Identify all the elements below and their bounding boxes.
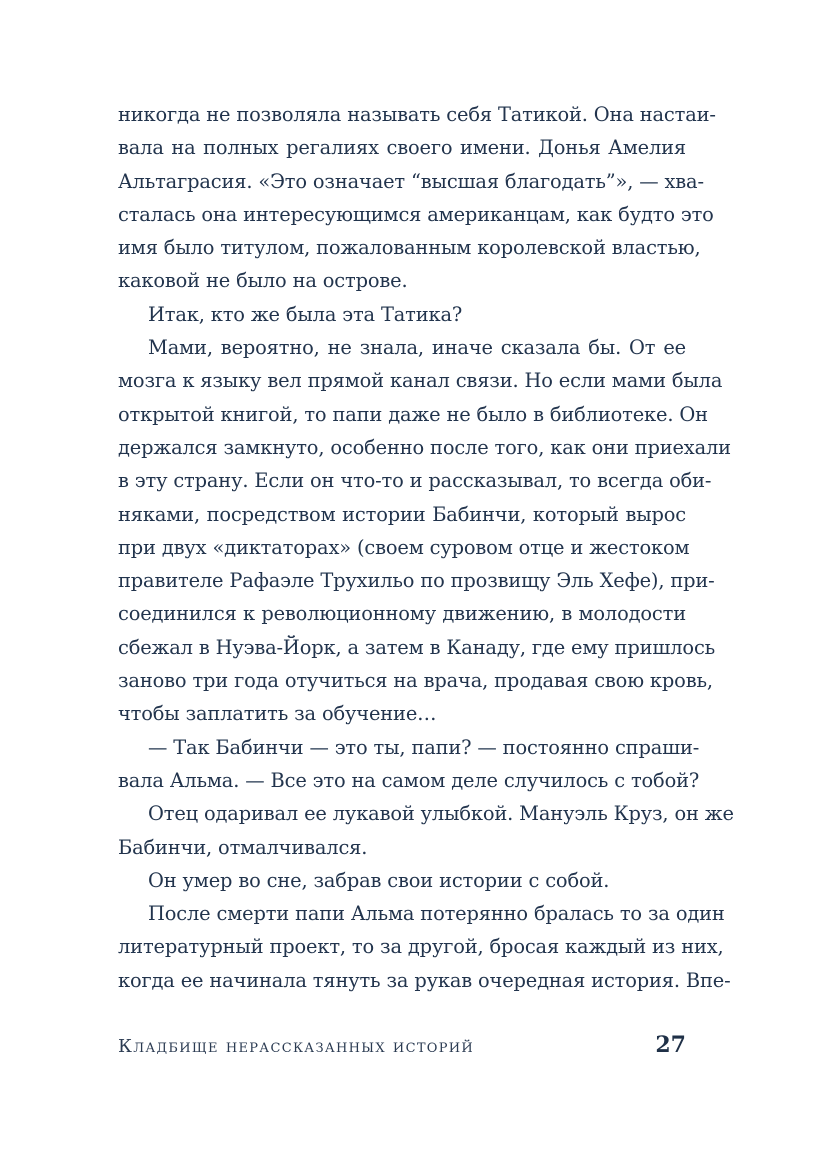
page-number: 27 — [655, 1032, 686, 1058]
text-line: когда ее начинала тянуть за рукав очередная история. Впе- — [118, 968, 731, 992]
text-line: никогда не позволяла называть себя Татикой. Она настаи- — [118, 103, 716, 126]
text-line: соединился к революционному движению, в молодости — [118, 602, 686, 626]
text-line: правителе Рафаэле Трухильо по прозвищу Эль Хефе), при- — [118, 569, 715, 593]
paragraph-start: Отец одаривал ее лукавой улыбкой. Мануэль Круз, он же — [148, 802, 734, 826]
text-line: держался замкнуто, особенно после того, как они приехали — [118, 435, 731, 459]
text-line: чтобы заплатить за обучение… — [118, 702, 437, 726]
running-title: Кладбище нерассказанных историй — [118, 1036, 475, 1057]
text-line: Бабинчи, отмалчивался. — [118, 835, 368, 859]
text-line: заново три года отучиться на врача, продавая свою кровь, — [118, 669, 713, 693]
paragraph-start: Он умер во сне, забрав свои истории с собой. — [148, 868, 610, 892]
paragraph-start: — Так Бабинчи — это ты, папи? — постоянно спраши- — [148, 735, 700, 759]
paragraph-start: Итак, кто же была эта Татика? — [148, 302, 463, 326]
text-line: при двух «диктаторах» (своем суровом отце и жестоком — [118, 535, 690, 559]
text-line: Альтаграсия. «Это означает “высшая благодать”», — хва- — [118, 169, 704, 193]
text-line: мозга к языку вел прямой канал связи. Но если мами была — [118, 369, 723, 393]
text-line: в эту страну. Если он что-то и рассказывал, то всегда оби- — [118, 469, 712, 493]
text-line: сбежал в Нуэва-Йорк, а затем в Канаду, где ему пришлось — [118, 635, 716, 659]
body-text — [118, 98, 734, 997]
text-line: имя было титулом, пожалованным королевской властью, — [118, 236, 701, 260]
text-line: сталась она интересующимся американцам, как будто это — [118, 202, 714, 226]
paragraph-start: После смерти папи Альма потерянно бралась то за один — [148, 902, 725, 926]
text-line: литературный проект, то за другой, бросая каждый из них, — [118, 935, 724, 959]
text-line: няками, посредством истории Бабинчи, который вырос — [118, 502, 686, 526]
page-footer — [118, 1032, 686, 1066]
paragraph-start: Мами, вероятно, не знала, иначе сказала бы. От ее — [148, 336, 686, 360]
text-line: вала Альма. — Все это на самом деле случилось с тобой? — [118, 768, 700, 792]
text-line: каковой не было на острове. — [118, 269, 408, 293]
text-line: вала на полных регалиях своего имени. Донья Амелия — [118, 136, 686, 160]
text-line: открытой книгой, то папи даже не было в библиотеке. Он — [118, 402, 708, 426]
